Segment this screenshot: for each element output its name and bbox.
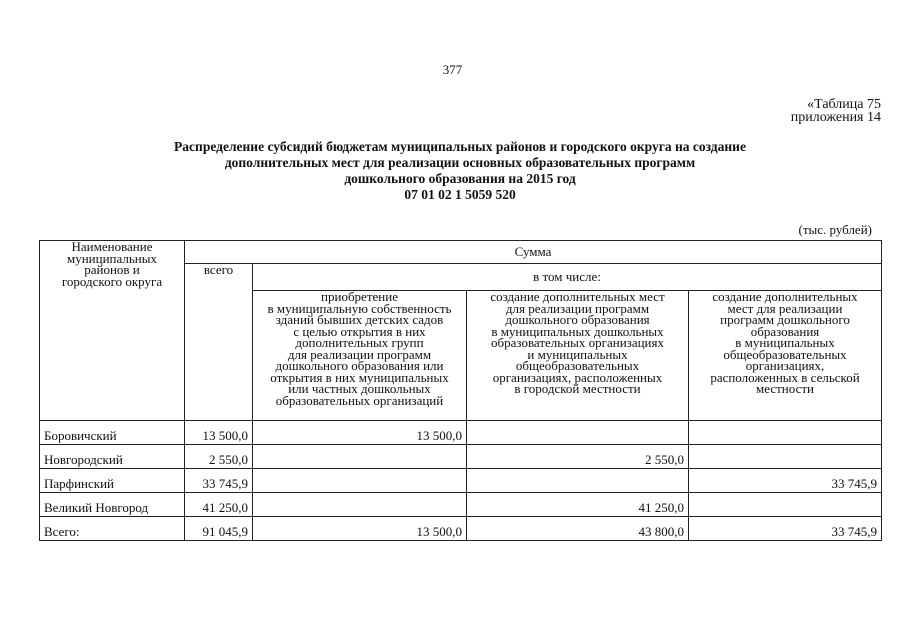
table-row xyxy=(40,469,882,493)
row-col-rural xyxy=(689,493,882,517)
row-col-rural xyxy=(689,445,882,469)
row-total: 33 745,9 xyxy=(185,469,253,493)
page-number: 377 xyxy=(442,62,463,77)
title-line3: дошкольного образования на 2015 год xyxy=(344,171,576,186)
header-col-purchase: приобретение в муниципальную собственность зданий бывших детских садов с целью открытия в них дополнительных групп для реализации программ дошкольного образования или открытия в них муниципальных или частных дошкольных образовательных организаций xyxy=(253,291,467,421)
row-name: Боровичский xyxy=(40,421,185,445)
header-name: Наименование муниципальных районов и городского округа xyxy=(40,241,185,421)
header-sum: Сумма xyxy=(185,241,882,264)
totals-col-rural: 33 745,9 xyxy=(689,517,882,541)
row-col-purchase xyxy=(253,493,467,517)
row-name: Великий Новгород xyxy=(40,493,185,517)
header-total: всего xyxy=(185,264,253,421)
table-reference-line2: приложения 14 xyxy=(790,110,881,125)
header-including: в том числе: xyxy=(253,264,882,291)
table-row xyxy=(40,493,882,517)
header-col-urban: создание дополнительных мест для реализации программ дошкольного образования в муниципальных дошкольных образовательных организациях и муниципальных общеобразовательных организациях, расположенных в городской местности xyxy=(467,291,689,421)
unit-note: (тыс. рублей) xyxy=(798,222,872,237)
row-col-rural xyxy=(689,421,882,445)
row-name: Парфинский xyxy=(40,469,185,493)
row-col-rural: 33 745,9 xyxy=(689,469,882,493)
totals-label: Всего: xyxy=(40,517,185,541)
totals-col-purchase: 13 500,0 xyxy=(253,517,467,541)
table-reference-line1: «Таблица 75 xyxy=(807,97,881,112)
totals-col-urban: 43 800,0 xyxy=(467,517,689,541)
row-col-urban: 41 250,0 xyxy=(467,493,689,517)
budget-code: 07 01 02 1 5059 520 xyxy=(404,187,516,202)
row-col-purchase: 13 500,0 xyxy=(253,421,467,445)
header-col-rural: создание дополнительных мест для реализации программ дошкольного образования в муниципальных общеобразовательных организациях, расположенных в сельской местности xyxy=(689,291,882,421)
table-reference xyxy=(791,98,881,124)
totals-row xyxy=(40,517,882,541)
row-col-purchase xyxy=(253,469,467,493)
row-col-urban: 2 550,0 xyxy=(467,445,689,469)
row-col-urban xyxy=(467,421,689,445)
row-total: 13 500,0 xyxy=(185,421,253,445)
title-line2: дополнительных мест для реализации основных образовательных программ xyxy=(224,155,696,170)
title-line1: Распределение субсидий бюджетам муниципальных районов и городского округа на создание xyxy=(174,139,746,154)
row-name: Новгородский xyxy=(40,445,185,469)
table-row xyxy=(40,421,882,445)
table-row xyxy=(40,445,882,469)
subsidy-table xyxy=(39,240,882,541)
row-col-urban xyxy=(467,469,689,493)
row-total: 41 250,0 xyxy=(185,493,253,517)
row-col-purchase xyxy=(253,445,467,469)
totals-total: 91 045,9 xyxy=(185,517,253,541)
document-title xyxy=(100,139,820,203)
row-total: 2 550,0 xyxy=(185,445,253,469)
